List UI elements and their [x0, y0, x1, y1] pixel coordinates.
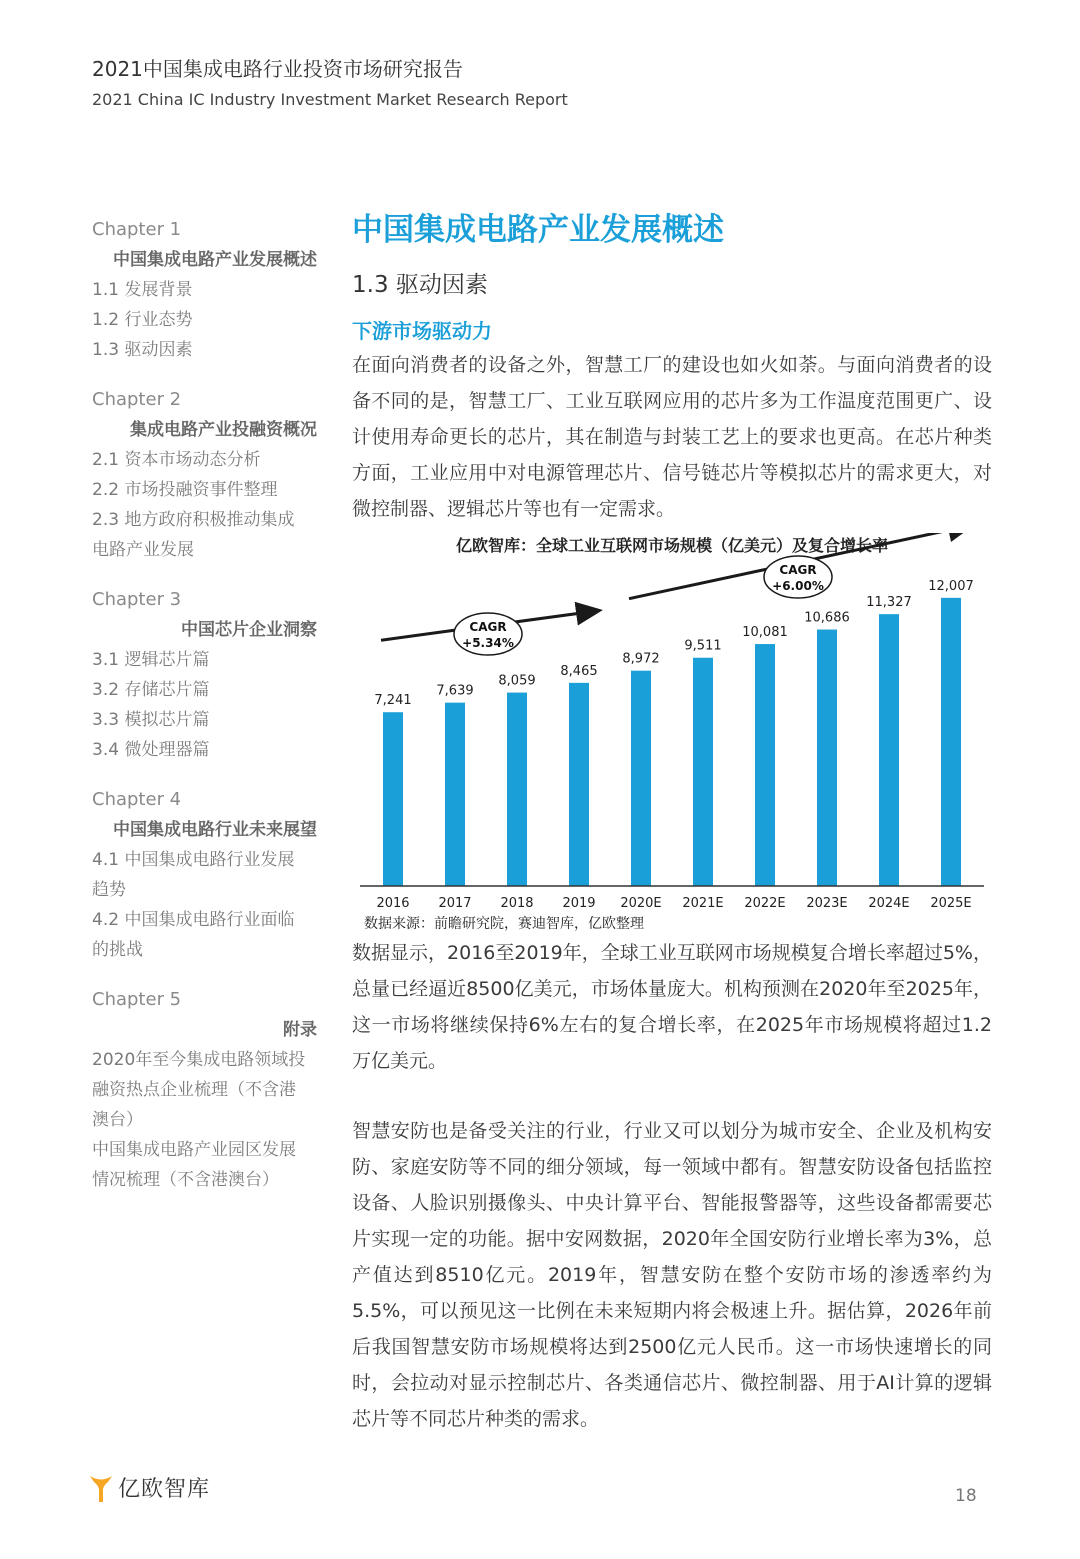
x-tick-label: 2020E — [620, 896, 662, 911]
chapter-block — [92, 215, 317, 365]
chapter-item[interactable]: 4.2 中国集成电路行业面临 — [92, 910, 295, 930]
chapter-block — [92, 985, 317, 1195]
x-tick-label: 2018 — [500, 896, 534, 911]
bar-value-label: 11,327 — [866, 595, 912, 611]
x-tick-label: 2024E — [868, 896, 910, 911]
logo-text: 亿欧智库 — [118, 1477, 211, 1502]
chart-bar — [383, 712, 403, 886]
chapter-item[interactable]: 1.1 发展背景 — [92, 280, 193, 300]
chapter-sidebar — [92, 215, 317, 1215]
chapter-title[interactable]: 中国集成电路产业发展概述 — [113, 250, 317, 270]
chart-title: 亿欧智库：全球工业互联网市场规模（亿美元）及复合增长率 — [455, 536, 889, 555]
chapter-block — [92, 785, 317, 965]
chapter-item[interactable]: 2.2 市场投融资事件整理 — [92, 480, 278, 500]
chapter-item[interactable]: 3.3 模拟芯片篇 — [92, 710, 210, 730]
bar-value-label: 9,511 — [684, 638, 722, 654]
report-title-en: 2021 China IC Industry Investment Market Research Report — [92, 90, 568, 109]
logo-icon — [88, 1473, 114, 1503]
page-title: 中国集成电路产业发展概述 — [352, 212, 724, 248]
paragraph-3: 智慧安防也是备受关注的行业，行业又可以划分为城市安全、企业及机构安防、家庭安防等不同的细分领域，每一领域中都有。智慧安防设备包括监控设备、人脸识别摄像头、中央计算平台、智能报警器等，这些设备都需要芯片实现一定的功能。据中安网数据，2020年全国安防行业增长率为3%，总产值达到8510亿元。2019年，智慧安防在整个安防市场的渗透率约为5.5%，可以预见这一比例在未来短期内将会极速上升。据估算，2026年前后我国智慧安防市场规模将达到2500亿元人民币。这一市场快速增长的同时，会拉动对显示控制芯片、各类通信芯片、微控制器、用于AI计算的逻辑芯片等不同芯片种类的需求。 — [352, 1120, 992, 1430]
bar-value-label: 10,081 — [742, 625, 788, 641]
chapter-label[interactable]: Chapter 2 — [92, 389, 182, 410]
chapter-item[interactable]: 电路产业发展 — [92, 540, 194, 560]
x-tick-label: 2025E — [930, 896, 972, 911]
chapter-title[interactable]: 集成电路产业投融资概况 — [130, 420, 317, 440]
chart-bar — [507, 693, 527, 886]
chapter-item[interactable]: 中国集成电路产业园区发展 — [92, 1140, 296, 1160]
chapter-label[interactable]: Chapter 4 — [92, 789, 182, 810]
bar-value-label: 10,686 — [804, 610, 850, 626]
market-size-chart — [352, 533, 992, 933]
chapter-item[interactable]: 趋势 — [92, 880, 126, 900]
chart-bar — [755, 644, 775, 886]
chapter-title[interactable]: 中国芯片企业洞察 — [181, 620, 317, 640]
chapter-item[interactable]: 1.2 行业态势 — [92, 310, 193, 330]
chart-bar — [445, 703, 465, 886]
x-tick-label: 2017 — [438, 896, 472, 911]
chapter-item[interactable]: 情况梳理（不含港澳台） — [92, 1170, 279, 1190]
chapter-item[interactable]: 澳台） — [92, 1110, 143, 1130]
paragraph-1: 在面向消费者的设备之外，智慧工厂的建设也如火如荼。与面向消费者的设备不同的是，智慧工厂、工业互联网应用的芯片多为工作温度范围更广、设计使用寿命更长的芯片，其在制造与封装工艺上的要求也更高。在芯片种类方面，工业应用中对电源管理芯片、信号链芯片等模拟芯片的需求更大，对微控制器、逻辑芯片等也有一定需求。 — [352, 354, 992, 520]
chapter-block — [92, 585, 317, 765]
x-tick-label: 2023E — [806, 896, 848, 911]
x-tick-label: 2022E — [744, 896, 786, 911]
chart-svg — [352, 533, 992, 933]
chapter-item[interactable]: 1.3 驱动因素 — [92, 340, 193, 360]
main-content — [352, 205, 992, 1437]
chapter-title[interactable]: 中国集成电路行业未来展望 — [113, 820, 317, 840]
chapter-label[interactable]: Chapter 1 — [92, 219, 182, 240]
cagr-label: CAGR — [779, 563, 817, 577]
chapter-item[interactable]: 的挑战 — [92, 940, 143, 960]
chart-bar — [693, 658, 713, 886]
chapter-item[interactable]: 融资热点企业梳理（不含港 — [92, 1080, 296, 1100]
report-title-cn: 2021中国集成电路行业投资市场研究报告 — [92, 57, 463, 81]
footer-logo — [88, 1472, 210, 1503]
chapter-item[interactable]: 2.3 地方政府积极推动集成 — [92, 510, 295, 530]
bar-value-label: 8,465 — [560, 663, 598, 679]
chapter-label[interactable]: Chapter 3 — [92, 589, 182, 610]
chapter-block — [92, 385, 317, 565]
x-tick-label: 2021E — [682, 896, 724, 911]
paragraph-2: 数据显示，2016至2019年，全球工业互联网市场规模复合增长率超过5%，总量已经逼近8500亿美元，市场体量庞大。机构预测在2020年至2025年，这一市场将继续保持6%左右的复合增长率，在2025年市场规模将超过1.2万亿美元。 — [352, 942, 992, 1072]
chapter-item[interactable]: 2.1 资本市场动态分析 — [92, 450, 261, 470]
chapter-item[interactable]: 3.1 逻辑芯片篇 — [92, 650, 210, 670]
cagr-value: +5.34% — [462, 636, 514, 650]
x-tick-label: 2019 — [562, 896, 596, 911]
chapter-item[interactable]: 3.4 微处理器篇 — [92, 740, 210, 760]
chart-bar — [817, 630, 837, 886]
bar-value-label: 8,972 — [622, 651, 660, 667]
chart-bar — [879, 614, 899, 886]
chart-source: 数据来源：前瞻研究院，赛迪智库，亿欧整理 — [364, 916, 644, 932]
chapter-label[interactable]: Chapter 5 — [92, 989, 182, 1010]
page-number: 18 — [955, 1486, 977, 1506]
chapter-item[interactable]: 3.2 存储芯片篇 — [92, 680, 210, 700]
chart-bar — [631, 671, 651, 886]
chart-bar — [941, 598, 961, 886]
bar-value-label: 7,639 — [436, 683, 474, 699]
page-header — [92, 55, 568, 113]
section-title: 1.3 驱动因素 — [352, 272, 488, 298]
bar-value-label: 7,241 — [374, 693, 412, 709]
bar-value-label: 12,007 — [928, 578, 974, 594]
subsection-title: 下游市场驱动力 — [352, 319, 492, 343]
chart-bar — [569, 683, 589, 886]
chapter-item[interactable]: 2020年至今集成电路领域投 — [92, 1050, 306, 1070]
cagr-value: +6.00% — [772, 579, 824, 593]
chapter-item[interactable]: 4.1 中国集成电路行业发展 — [92, 850, 295, 870]
chapter-title[interactable]: 附录 — [283, 1020, 317, 1040]
cagr-label: CAGR — [469, 620, 507, 634]
bar-value-label: 8,059 — [498, 673, 536, 689]
x-tick-label: 2016 — [376, 896, 410, 911]
